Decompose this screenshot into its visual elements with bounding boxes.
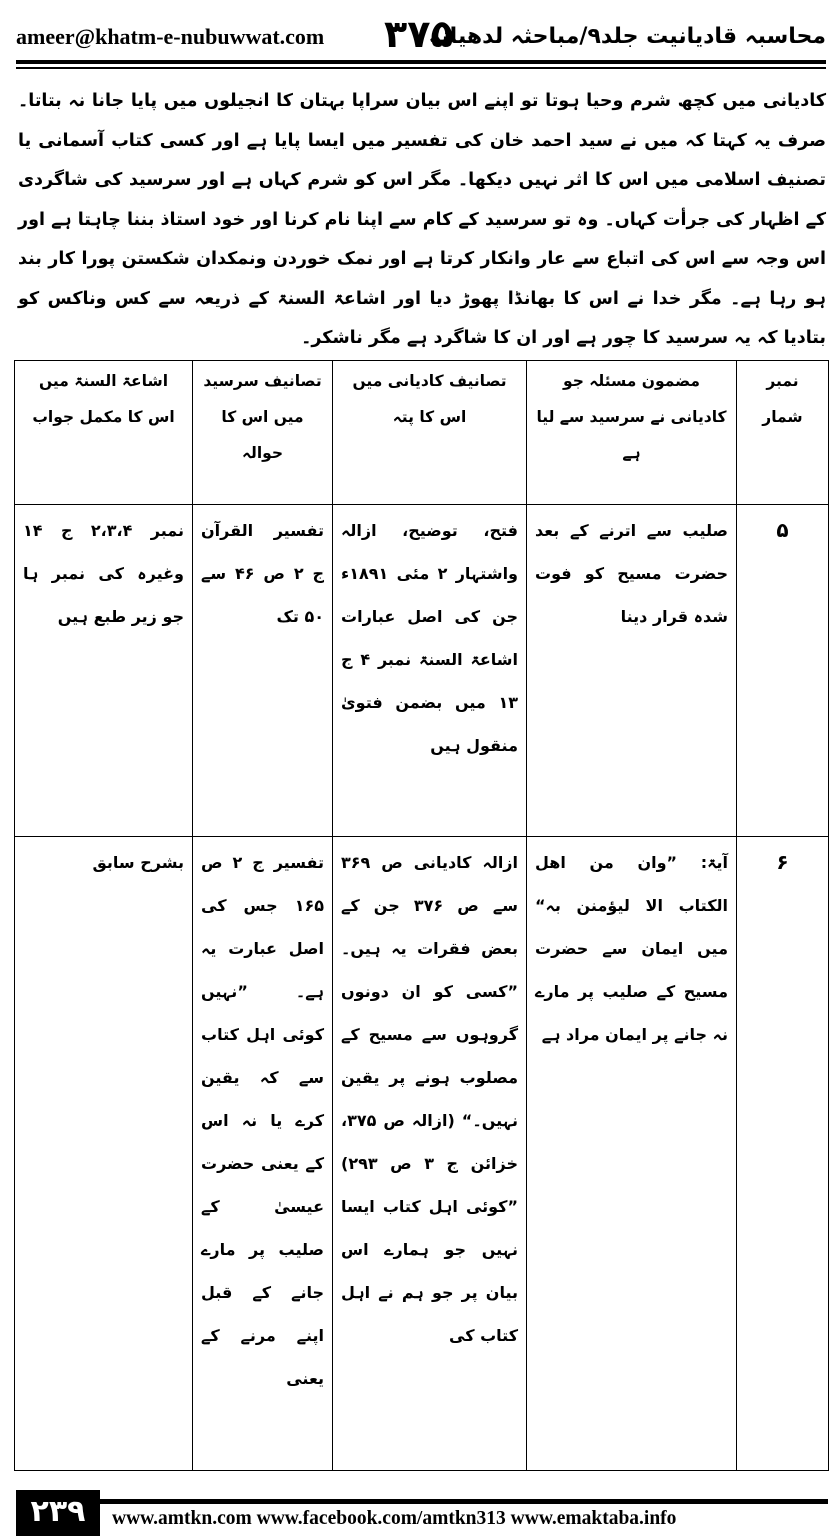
header-sir-syed-ref: تصانیف سرسید میں اس کا حوالہ bbox=[193, 361, 333, 505]
header-subject: مضمون مسئلہ جو کادیانی نے سرسید سے لیا ہے bbox=[527, 361, 737, 505]
intro-paragraph: کادیانی میں کچھ شرم وحیا ہوتا تو اپنے اس بیان سراپا بہتان کا انجیلوں میں پایا جانا نہ بتاتا۔ صرف یہ کہتا کہ میں نے سید احمد خان کی تفسیر میں ایسا پایا ہے اور کسی کتاب آسمانی یا تصنیف اسلامی میں اس کا اثر نہیں دیکھا۔ مگر اس کو شرم کہاں ہے اور سرسید کی شاگردی کے اظہار کی جرأت کہاں۔ وہ تو سرسید کے کام سے اپنا نام کرنا اور خود استاذ بننا چاہتا ہے اور اس وجہ سے اس کی اتباع سے عار وانکار کرتا ہے اور نمک خوردن ونمکدان شکستن پورا کار بند ہو رہا ہے۔ مگر خدا نے اس کا بھانڈا پھوڑ دیا اور اشاعۃ السنۃ کے ذریعہ سے کس وناکس کو بتادیا کہ یہ سرسید کا چور ہے اور ان کا شاگرد ہے مگر ناشکر۔ bbox=[18, 91, 826, 348]
row-qadiani-ref: ازالہ کادیانی ص ۳۶۹ سے ص ۳۷۶ جن کے بعض فقرات یہ ہیں۔ ”کسی کو ان دونوں گروہوں سے مسیح کے مصلوب ہونے پر یقین نہیں۔“ (ازالہ ص ۳۷۵، خزائن ج ۳ ص ۲۹۳) ”کوئی اہل کتاب ایسا نہیں جو ہمارے اس بیان پر جو ہم نے اہل کتاب کی bbox=[333, 837, 527, 1471]
row-sir-syed-ref: تفسیر ج ۲ ص ۱۶۵ جس کی اصل عبارت یہ ہے۔ ”نہیں کوئی اہل کتاب سے کہ یقین کرے یا نہ اس کے یعنی حضرت عیسیٰ کے صلیب پر مارے جانے کے قبل اپنے مرنے کے یعنی bbox=[193, 837, 333, 1471]
footer-rule bbox=[96, 1499, 828, 1504]
comparison-table bbox=[14, 360, 829, 1471]
row-qadiani-ref: فتح، توضیح، ازالہ واشتہار ۲ مئی ۱۸۹۱ء جن کی اصل عبارات اشاعۃ السنۃ نمبر ۴ ج ۱۳ میں بضمن فتویٰ منقول ہیں bbox=[333, 505, 527, 837]
row-number: ۵ bbox=[737, 505, 829, 837]
table-header-row bbox=[15, 361, 829, 505]
row-ishaat-answer: بشرح سابق bbox=[15, 837, 193, 1471]
table-row bbox=[15, 837, 829, 1471]
table-row bbox=[15, 505, 829, 837]
header-qadiani-ref: تصانیف کادیانی میں اس کا پتہ bbox=[333, 361, 527, 505]
header-rule-thin bbox=[16, 67, 826, 69]
page-header bbox=[16, 10, 826, 66]
footer-page-number: ۲۳۹ bbox=[16, 1490, 100, 1536]
header-ishaat-answer: اشاعۃ السنۃ میں اس کا مکمل جواب bbox=[15, 361, 193, 505]
row-ishaat-answer: نمبر ۲،۳،۴ ج ۱۴ وغیرہ کی نمبر ہا جو زیر طبع ہیں bbox=[15, 505, 193, 837]
row-sir-syed-ref: تفسیر القرآن ج ۲ ص ۴۶ سے ۵۰ تک bbox=[193, 505, 333, 837]
row-subject: صلیب سے اترنے کے بعد حضرت مسیح کو فوت شدہ قرار دینا bbox=[527, 505, 737, 837]
header-page-number: ۳۷۵ bbox=[384, 12, 454, 56]
header-rule-thick bbox=[16, 60, 826, 64]
header-email: ameer@khatm-e-nubuwwat.com bbox=[16, 24, 325, 49]
header-book-title: محاسبہ قادیانیت جلد۹/مباحثہ لدھیانہ bbox=[428, 24, 826, 49]
header-serial: نمبر شمار bbox=[737, 361, 829, 505]
footer-links[interactable]: www.amtkn.com www.facebook.com/amtkn313 www.emaktaba.info bbox=[112, 1508, 677, 1529]
row-subject: آیۃ: ”وان من اھل الکتاب الا لیؤمنن بہ“ میں ایمان سے حضرت مسیح کے صلیب پر مارے نہ جانے پر ایمان مراد ہے bbox=[527, 837, 737, 1471]
row-number: ۶ bbox=[737, 837, 829, 1471]
